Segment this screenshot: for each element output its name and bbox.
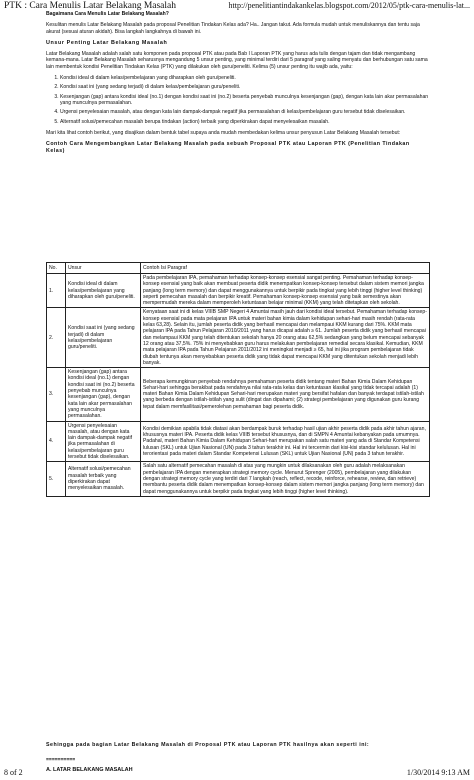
page-number: 8 of 2 (4, 768, 23, 777)
row-number: 2. (47, 308, 66, 368)
intro-paragraph: Kesulitan menulis Latar Belakang Masalah pada proposal Penelitian Tindakan Kelas ada? Ha.. Jangan takut. Ada formula mudah untuk menuliskannya dan tentu saja akurat (sesuai aturan akidah). Bisa langkah langkahnya di bawah ini. (46, 22, 420, 35)
divider-line: ========== (46, 757, 76, 763)
section-heading: Unsur Penting Latar Belakang Masalah (46, 39, 168, 46)
article-body (46, 11, 430, 159)
col-contoh-header: Contoh Isi Paragraf (141, 263, 430, 274)
table-title: Contoh Cara Mengembangkan Latar Belakang Masalah pada sebuah Proposal PTK atau Laporan PTK (Penelitian Tindakan Kelas) (46, 141, 410, 154)
row-unsur: Urgensi penyelesaian masalah, atau dengan kata lain dampak-dampak negatif jika permasalahan di kelas/pembelajaran guru tersebut tidak diselesaikan. (66, 421, 141, 462)
row-number: 3. (47, 368, 66, 421)
next-section-heading: A. LATAR BELAKANG MASALAH (46, 767, 133, 773)
col-no-header: No. (47, 263, 66, 274)
table-row (47, 308, 430, 368)
table-row (47, 421, 430, 462)
row-contoh: Salah satu alternatif pemecahan masalah di atas yang mungkin untuk dilaksanakan oleh guru adalah melaksanakan pembelajaran IPA dengan menerapkan strategi memory cycle. Menurut Sprenger (2005), pembelajaran yang dilakukan dengan strategi memory cycle yang terdiri dari 7 langkah (reach, reflect, recode, reinforce, rehearse, review, dan retrieve) membantu peserta didik dalam menempatkan konsep-konsep dalam sistem memori jangka panjang (long term memory) dan dapat menggunakannya untuk berpikir pada tingkat yang lebih tinggi (higher level thinking). (141, 462, 430, 496)
closing-text: Sehingga pada bagian Latar Belakang Masalah di Proposal PTK atau Laporan PTK hasilnya akan seperti ini: (46, 742, 370, 748)
col-unsur-header: Unsur (66, 263, 141, 274)
criteria-item: 1. Kondisi ideal di dalam kelas/pembelajaran yang diharapkan oleh guru/peneliti. (60, 75, 430, 81)
criteria-table (46, 262, 430, 497)
row-unsur: Alternatif solusi/pemecahan masalah terbaik yang diperkirakan dapat menyelesaikan masalah. (66, 462, 141, 496)
row-contoh: Pada pembelajaran IPA, pemahaman terhadap konsep-konsep esensial sangat penting. Pemahaman terhadap konsep-konsep esensial yang baik akan membuat peserta didik menempatkan konsep-konsep tersebut dalam sistem memori jangka panjang (long term memory) dan dapat menggunakannya untuk berpikir pada tingkat yang lebih tinggi (higher level thinking) seperti pemecahan masalah dan berpikir kreatif. Pemahaman konsep-konsep esensial yang baik semestinya akan mempermudah mereka dalam memperoleh ketuntasan belajar minimal (KKM) yang telah ditetapkan oleh sekolah. (141, 274, 430, 308)
row-unsur: Kondisi saat ini (yang sedang terjadi) di dalam kelas/pembelajaran guru/peneliti. (66, 308, 141, 368)
page-url: http://penelitiantindakankelas.blogspot.com/2012/05/ptk-cara-menulis-lat... (228, 1, 470, 10)
after-list-paragraph: Mari kita lihat contoh berikut, yang disajikan dalam bentuk tabel supaya anda mudah membedakan kelima unsur penyusun Latar Belakang Masalah tersebut: (46, 129, 401, 136)
row-unsur: Kondisi ideal di dalam kelas/pembelajaran yang diharapkan oleh guru/peneliti. (66, 274, 141, 308)
criteria-item: 4. Urgensi penyelesaian masalah, atau dengan kata lain dampak-dampak negatif jika permasalahan di kelas/pembelajaran guru tersebut tidak diselesaikan. (60, 109, 430, 115)
row-unsur: Kesenjangan (gap) antara kondisi ideal (no.1) dengan kondisi saat ini (no.2) beserta penyebab munculnya kesenjangan (gap), dengan kata lain akar permasalahan yang munculnya permasalahan. (66, 368, 141, 421)
row-contoh: Kondisi demikian apabila tidak diatasi akan berdampak buruk terhadap hasil ujian akhir peserta didik pada akhir tahun ajaran, khususnya materi IPA. Peserta didik kelas VIIIB tersebut khususnya, dan di SMPN 4 Amuntai kebanyakan pada umumnya. Padahal, materi Bahan Kimia Dalam Kehidupan Sehari-hari merupakan salah satu materi yang ada di Standar Kompetensi lulusan (SKL) untuk Ujian Nasional (UN) pada 3 tahun terakhir ini. Hal ini tercermin dari kisi-kisi standar kelulusan. Hal ini terorientasi pada materi dalam Standar Kompetensi Lulusan (SKL) untuk Ujian Nasional (UN) pada 3 tahun terakhir. (141, 421, 430, 462)
row-number: 4. (47, 421, 66, 462)
row-contoh: Beberapa kemungkinan penyebab rendahnya pemahaman peserta didik tentang materi Bahan Kimia Dalam Kehidupan Sehari-hari sehingga berakibat pada rendahnya nilai rata-rata kelas dan ketuntasan klasikal yang tidak tercapai adalah (1) materi Bahan Kimia Dalam Kehidupan Sehari-hari merupakan materi yang bersifat hafalan dan banyak terdapat istilah-istilah yang berbeda dengan istilah-istilah yang sulit (dingat dan dipahami; (2) strategi pembelajaran yang digunakan guru kurang tepat dalam memfasilitasi/pemerolehan pemahaman bagi peserta didik. (141, 368, 430, 421)
page-title: PTK : Cara Menulis Latar Belakang Masalah (4, 1, 177, 11)
row-number: 5. (47, 462, 66, 496)
criteria-item: 3. Kesenjangan (gap) antara kondisi ideal (no.1) dengan kondisi saat ini (no.2) beserta penyebab munculnya kesenjangan (gap), dengan kata lain akar permasalahan yang munculnya permasalahan. (60, 94, 430, 107)
criteria-item: 2. Kondisi saat ini (yang sedang terjadi) di dalam kelas/pembelajaran guru/peneliti. (60, 84, 430, 90)
table-row (47, 274, 430, 308)
table-row (47, 368, 430, 421)
table-header-row (47, 263, 430, 274)
print-datetime: 1/30/2014 9:13 AM (406, 768, 470, 777)
section-paragraph: Latar Belakang Masalah adalah salah satu komponen pada proposal PTK atau pada Bab I Laporan PTK yang harus ada tulis dengan tajam dan tidak mengambang kemana-mana. Latar Belakang Masalah seharusnya mengandung 5 unsur penting, yang minimal terdiri dari 5 paragraf yang saling menyatu dan berhubungan satu sama lain membentuk kondisi Penelitian Tindakan Kelas (PTK) yang dilakukan oleh guru/peneliti. Kelima (5) unsur penting itu wajib ada, yaitu: (46, 51, 428, 70)
row-contoh: Kenyataan saat ini di kelas VIIIB SMP Negeri 4 Amuntai masih jauh dari kondisi ideal tersebut. Pemahaman terhadap konsep-konsep esensial pada mata pelajaran IPA untuk materi bahan kimia dalam kehidupan sehari-hari masih rendah (rata-rata kelas 63,28). Selain itu, jumlah peserta didik yang berhasil mencapai dan melampaui KKM kurang dari 75%. KKM mata pelajaran IPA pada Tahun Pelajaran 2010/2011 yang harus dicapai adalah ≥ 61. Jumlah peserta didik yang berhasil mencapai dan melampaui KKM yang telah ditentukan sekolah hanya 20 orang atau 62,5% sedangkan yang belum mencapai sebanyak 12 orang atau 37,5%. 75% ini menyebabkan guru harus melakukan pembelajaran remedial secara klasikal. Kemudian, KKM mata pelajaran IPA pada Tahun Pelajaran 2011/2012 ini meningkat menjadi ≥ 65, hal ini jika program pembelajaran tidak diubah tentunya akan menyebabkan peserta didik yang tidak dapat mencapai KKM yang ditentukan sekolah menjadi lebih banyak. (141, 308, 430, 368)
row-number: 1. (47, 274, 66, 308)
table-row (47, 462, 430, 496)
criteria-item: 5. Alternatif solusi/pemecahan masalah berupa tindakan (action) terbaik yang diperkirakan dapat menyelesaikan masalah. (60, 119, 430, 125)
criteria-list (46, 75, 430, 125)
intro-heading: Bagaimana Cara Menulis Latar Belakang Masalah? (46, 11, 169, 17)
